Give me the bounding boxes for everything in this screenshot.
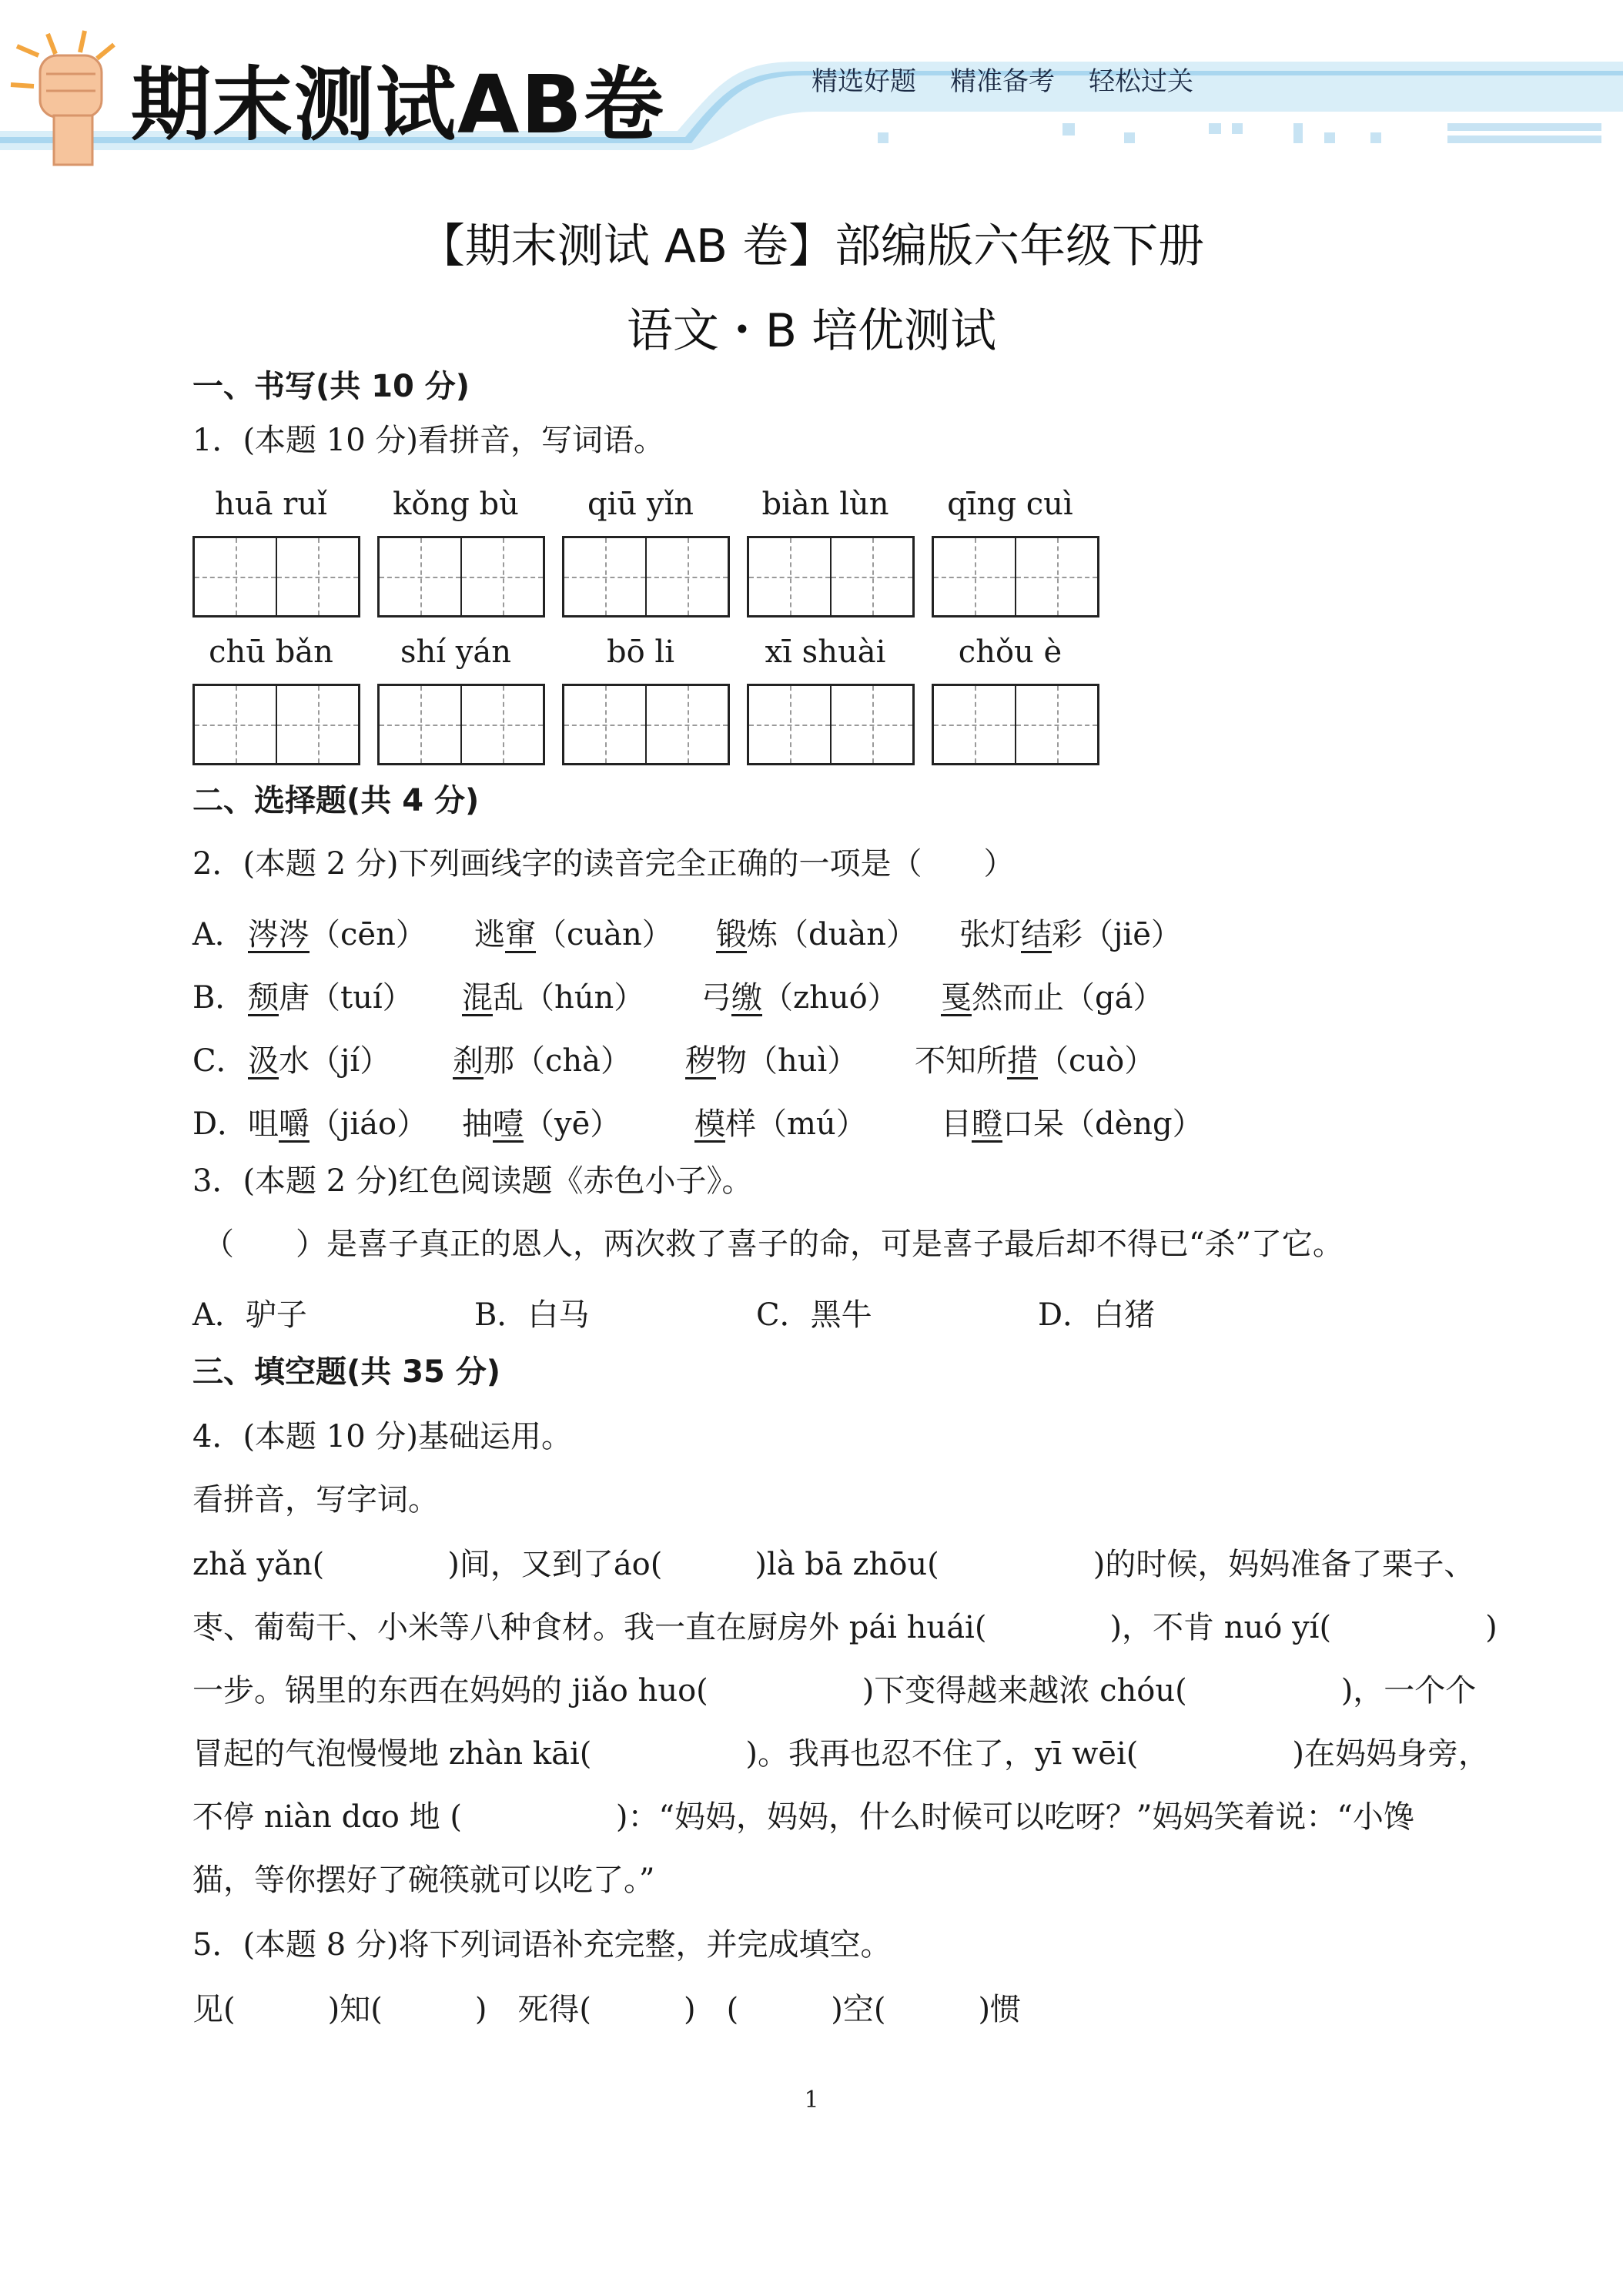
section-1-heading: 一、书写(共 10 分) bbox=[192, 369, 470, 404]
option-d-label: D． bbox=[192, 1106, 249, 1142]
writing-grid[interactable] bbox=[192, 536, 360, 618]
question-3: 3．(本题 2 分)红色阅读题《赤色小子》。 bbox=[192, 1163, 753, 1199]
passage-line-3: 一步。锅里的东西在妈妈的 jiǎo huo( )下变得越来越浓 chóu( )，一个个 bbox=[192, 1673, 1477, 1709]
question-4-instruction: 看拼音，写字词。 bbox=[192, 1482, 439, 1518]
passage-line-5: 不停 niàn dɑo 地 ( )：“妈妈，妈妈，什么时候可以吃呀？”妈妈笑着说：“小馋 bbox=[192, 1799, 1414, 1835]
passage-line-2: 枣、葡萄干、小米等八种食材。我一直在厨房外 pái huái( )，不肯 nuó yí( ) bbox=[192, 1610, 1498, 1645]
slogan-3: 轻松过关 bbox=[1089, 66, 1193, 97]
slogan-1: 精选好题 bbox=[812, 66, 916, 97]
writing-grid[interactable] bbox=[562, 684, 730, 765]
question-3-stem: （ ）是喜子真正的恩人，两次救了喜子的命，可是喜子最后却不得已“杀”了它。 bbox=[203, 1227, 1344, 1262]
banner-title: 期末测试AB卷 bbox=[131, 58, 665, 152]
option-b-item-2: 混乱（hún） bbox=[462, 980, 645, 1016]
option-b-item-3: 弓缴（zhuó） bbox=[701, 980, 899, 1016]
passage-line-1: zhǎ yǎn( )间，又到了áo( )là bā zhōu( )的时候，妈妈准备了栗子、 bbox=[192, 1547, 1475, 1582]
writing-grid[interactable] bbox=[747, 684, 915, 765]
option-d-item-2: 抽噎（yē） bbox=[462, 1106, 621, 1142]
pinyin-label: chū bǎn bbox=[209, 634, 333, 670]
pinyin-label: bō li bbox=[607, 634, 674, 670]
pinyin-label: chǒu è bbox=[958, 634, 1062, 670]
section-3-heading: 三、填空题(共 35 分) bbox=[192, 1354, 501, 1390]
writing-grid[interactable] bbox=[747, 536, 915, 618]
question-3-option-b: B．白马 bbox=[474, 1297, 590, 1333]
option-a-item-2: 逃窜（cuàn） bbox=[474, 917, 673, 952]
writing-grid[interactable] bbox=[192, 684, 360, 765]
option-d-item-1: 咀嚼（jiáo） bbox=[248, 1106, 428, 1142]
option-b-item-1: 颓唐（tuí） bbox=[248, 980, 413, 1016]
question-3-option-d: D．白猪 bbox=[1038, 1297, 1156, 1333]
writing-grid[interactable] bbox=[932, 684, 1099, 765]
pinyin-label: huā ruǐ bbox=[215, 487, 327, 522]
question-5: 5．(本题 8 分)将下列词语补充完整，并完成填空。 bbox=[192, 1927, 892, 1963]
option-b-item-4: 戛然而止（gá） bbox=[941, 980, 1164, 1016]
option-a-label: A． bbox=[192, 917, 246, 952]
question-2: 2．(本题 2 分)下列画线字的读音完全正确的一项是（ ） bbox=[192, 846, 1015, 882]
option-a-item-4: 张灯结彩（jiē） bbox=[959, 917, 1182, 952]
document-title: 【期末测试 AB 卷】部编版六年级下册 bbox=[418, 219, 1205, 273]
pinyin-label: biàn lùn bbox=[761, 487, 889, 522]
document-subtitle: 语文・B 培优测试 bbox=[626, 304, 997, 358]
question-3-option-c: C．黑牛 bbox=[756, 1297, 872, 1333]
pinyin-label: qiū yǐn bbox=[587, 487, 694, 522]
option-c-item-2: 刹那（chà） bbox=[453, 1043, 632, 1079]
section-2-heading: 二、选择题(共 4 分) bbox=[192, 783, 480, 818]
passage-line-4: 冒起的气泡慢慢地 zhàn kāi( )。我再也忍不住了，yī wēi( )在妈妈身旁， bbox=[192, 1736, 1489, 1772]
option-b-label: B． bbox=[192, 980, 246, 1016]
option-c-item-4: 不知所措（cuò） bbox=[915, 1043, 1156, 1079]
page-number: 1 bbox=[804, 2087, 819, 2114]
slogan-2: 精准备考 bbox=[950, 66, 1055, 97]
question-5-idioms: 见( )知( ) 死得( ) ( )空( )惯 bbox=[192, 1992, 1022, 2027]
option-c-item-1: 汲水（jí） bbox=[248, 1043, 391, 1079]
option-c-item-3: 秽物（huì） bbox=[685, 1043, 858, 1079]
option-d-item-3: 模样（mú） bbox=[694, 1106, 867, 1142]
question-4: 4．(本题 10 分)基础运用。 bbox=[192, 1419, 572, 1454]
pinyin-label: xī shuài bbox=[765, 634, 886, 670]
pinyin-label: shí yán bbox=[400, 634, 511, 670]
question-3-option-a: A．驴子 bbox=[192, 1297, 307, 1333]
option-d-item-4: 目瞪口呆（dèng） bbox=[941, 1106, 1203, 1142]
option-a-item-1: 涔涔（cēn） bbox=[248, 917, 427, 952]
pinyin-label: kǒng bù bbox=[393, 487, 519, 522]
question-1: 1．(本题 10 分)看拼音，写词语。 bbox=[192, 423, 664, 458]
passage-line-6: 猫，等你摆好了碗筷就可以吃了。” bbox=[192, 1863, 655, 1898]
writing-grid[interactable] bbox=[562, 536, 730, 618]
option-c-label: C． bbox=[192, 1043, 247, 1079]
header-banner bbox=[0, 0, 1623, 169]
writing-grid[interactable] bbox=[377, 536, 545, 618]
writing-grid[interactable] bbox=[932, 536, 1099, 618]
option-a-item-3: 锻炼（duàn） bbox=[716, 917, 917, 952]
pinyin-label: qīng cuì bbox=[947, 487, 1073, 522]
raised-fist-icon bbox=[0, 0, 131, 169]
writing-grid[interactable] bbox=[377, 684, 545, 765]
